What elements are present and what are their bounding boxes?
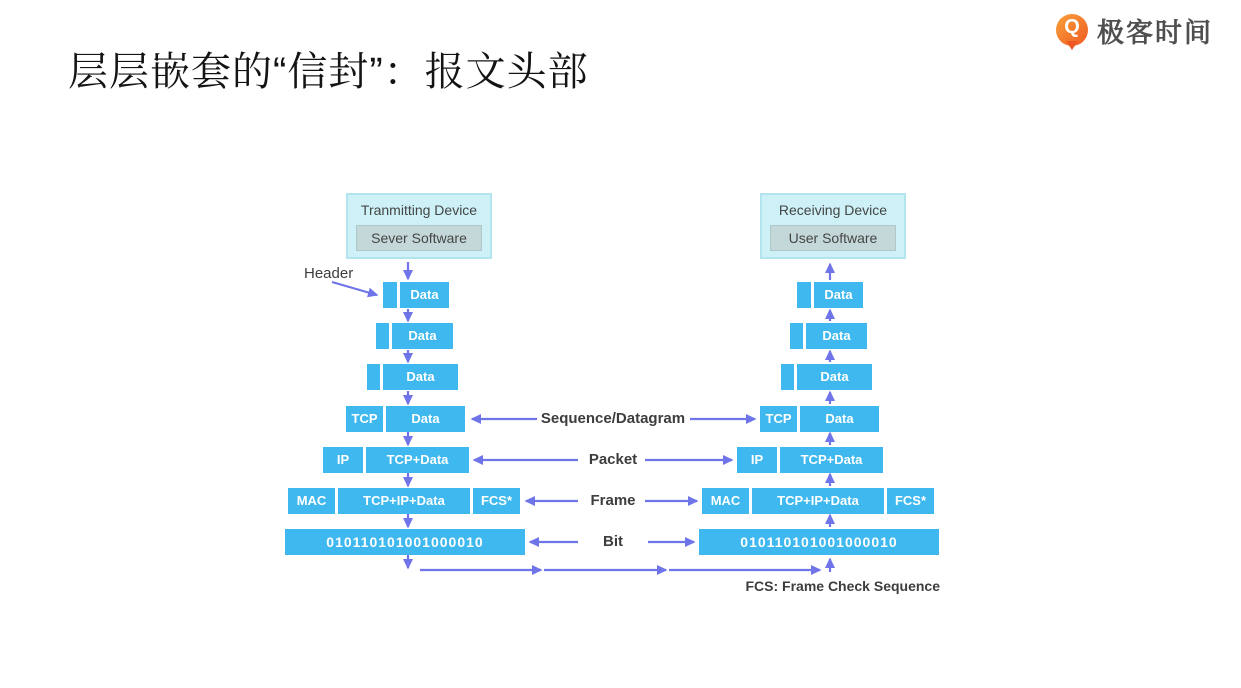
layer-label-frame: Frame [590, 492, 636, 509]
packet-box-left-row5: TCP+Data [366, 447, 469, 473]
packet-box-left-row3: Data [383, 364, 458, 390]
packet-box-left-row7: 010110101001000010 [285, 529, 525, 555]
user-software-box: User Software [770, 225, 896, 251]
geektime-pin-icon: Q [1056, 14, 1090, 48]
packet-box-right-row5: IP [737, 447, 777, 473]
receiving-device-title: Receiving Device [778, 202, 888, 218]
packet-box-left-row6: FCS* [473, 488, 520, 514]
transmitting-device-box [346, 193, 492, 259]
brand-name: 极客时间 [1097, 18, 1213, 48]
packet-box-right-row2: Data [806, 323, 867, 349]
layer-label-packet: Packet [588, 451, 638, 468]
brand-logo [1056, 11, 1213, 50]
header-segment-box [367, 364, 380, 390]
packet-box-left-row4: TCP [346, 406, 383, 432]
header-annotation: Header [304, 265, 354, 282]
flow-arrow [332, 282, 377, 295]
packet-box-left-row6: MAC [288, 488, 335, 514]
header-segment-box [781, 364, 794, 390]
layer-label-sequence-datagram: Sequence/Datagram [540, 410, 686, 427]
packet-box-right-row1: Data [814, 282, 863, 308]
transmitting-device-title: Tranmitting Device [360, 202, 478, 218]
header-segment-box [797, 282, 811, 308]
packet-box-right-row3: Data [797, 364, 872, 390]
packet-box-left-row4: Data [386, 406, 465, 432]
page-title: 层层嵌套的“信封”：报文头部 [68, 50, 589, 94]
packet-box-right-row4: TCP [760, 406, 797, 432]
packet-box-right-row5: TCP+Data [780, 447, 883, 473]
layer-label-bit: Bit [603, 533, 623, 550]
header-segment-box [376, 323, 389, 349]
packet-box-right-row4: Data [800, 406, 879, 432]
server-software-box: Sever Software [356, 225, 482, 251]
packet-box-right-row6: TCP+IP+Data [752, 488, 884, 514]
header-segment-box [383, 282, 397, 308]
packet-box-right-row6: FCS* [887, 488, 934, 514]
packet-box-left-row5: IP [323, 447, 363, 473]
fcs-footnote: FCS: Frame Check Sequence [745, 578, 940, 594]
packet-box-left-row6: TCP+IP+Data [338, 488, 470, 514]
header-segment-box [790, 323, 803, 349]
packet-box-right-row7: 010110101001000010 [699, 529, 939, 555]
packet-box-right-row6: MAC [702, 488, 749, 514]
packet-box-left-row1: Data [400, 282, 449, 308]
packet-box-left-row2: Data [392, 323, 453, 349]
receiving-device-box [760, 193, 906, 259]
